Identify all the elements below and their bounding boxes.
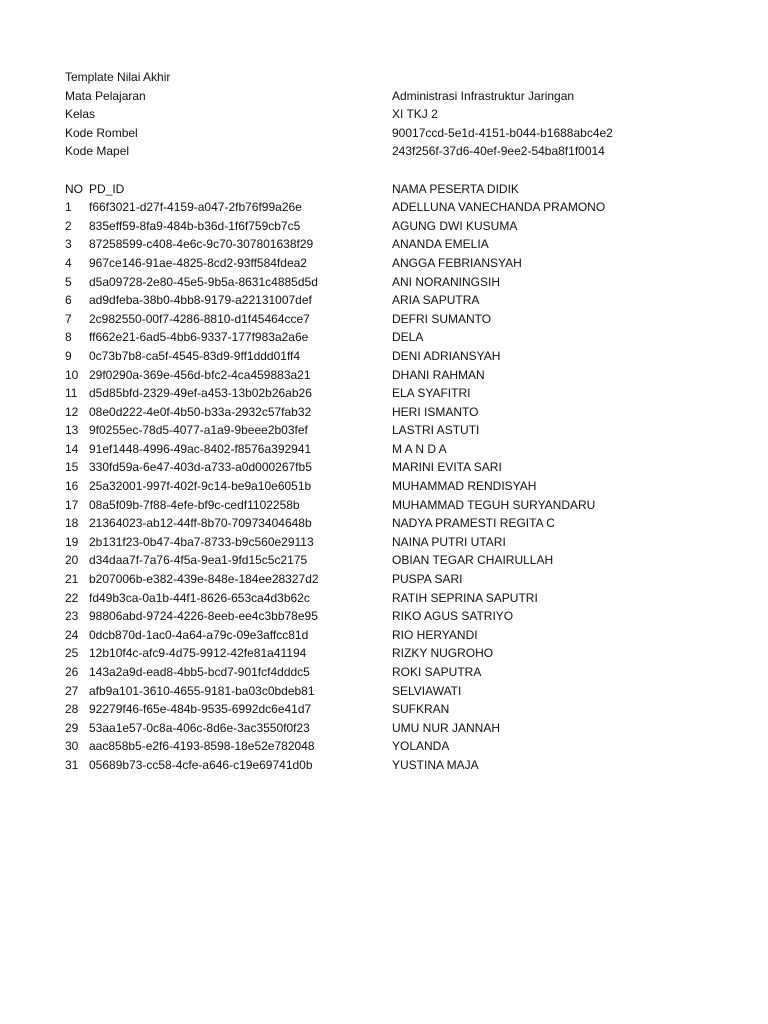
field-value: 90017ccd-5e1d-4151-b044-b1688abc4e2	[392, 125, 613, 140]
table-row	[0, 496, 768, 515]
row-number: 29	[65, 720, 79, 735]
student-name-cell: ARIA SAPUTRA	[392, 293, 480, 308]
pd-id-cell: f66f3021-d27f-4159-a047-2fb76f99a26e	[89, 200, 302, 215]
student-name-cell: NADYA PRAMESTI REGITA C	[392, 516, 555, 531]
pd-id-cell: 12b10f4c-afc9-4d75-9912-42fe81a41194	[89, 646, 307, 661]
table-row	[0, 384, 768, 403]
student-name-cell: MUHAMMAD TEGUH SURYANDARU	[392, 497, 596, 512]
table-row	[0, 217, 768, 236]
pd-id-cell: fd49b3ca-0a1b-44f1-8626-653ca4d3b62c	[89, 590, 310, 605]
student-name-cell: RATIH SEPRINA SAPUTRI	[392, 590, 538, 605]
row-number: 22	[65, 590, 79, 605]
field-label: Kode Mapel	[65, 144, 130, 159]
row-number: 28	[65, 702, 79, 717]
table-row	[0, 291, 768, 310]
pd-id-cell: d34daa7f-7a76-4f5a-9ea1-9fd15c5c2175	[89, 553, 308, 568]
table-row	[0, 533, 768, 552]
table-row	[0, 273, 768, 292]
pd-id-cell: 98806abd-9724-4226-8eeb-ee4c3bb78e95	[89, 609, 318, 624]
student-name-cell: AGUNG DWI KUSUMA	[392, 218, 518, 233]
column-header-pd-id: PD_ID	[89, 181, 125, 196]
student-name-cell: SUFKRAN	[392, 702, 450, 717]
table-row	[0, 458, 768, 477]
blank-row	[0, 161, 768, 180]
column-header-no: NO	[65, 181, 83, 196]
field-label: Kode Rombel	[65, 125, 138, 140]
table-row	[0, 570, 768, 589]
table-row	[0, 756, 768, 775]
pd-id-cell: aac858b5-e2f6-4193-8598-18e52e782048	[89, 739, 315, 754]
pd-id-cell: b207006b-e382-439e-848e-184ee28327d2	[89, 572, 319, 587]
student-name-cell: YUSTINA MAJA	[392, 757, 479, 772]
row-number: 20	[65, 553, 79, 568]
pd-id-cell: d5d85bfd-2329-49ef-a453-13b02b26ab26	[89, 386, 312, 401]
row-number: 21	[65, 572, 79, 587]
row-number: 30	[65, 739, 79, 754]
row-number: 8	[65, 330, 72, 345]
pd-id-cell: 9f0255ec-78d5-4077-a1a9-9beee2b03fef	[89, 423, 308, 438]
row-number: 19	[65, 534, 79, 549]
pd-id-cell: ad9dfeba-38b0-4bb8-9179-a22131007def	[89, 293, 312, 308]
row-number: 14	[65, 441, 79, 456]
pd-id-cell: 330fd59a-6e47-403d-a733-a0d000267fb5	[89, 460, 312, 475]
header-fields	[0, 87, 768, 161]
field-value: Administrasi Infrastruktur Jaringan	[392, 88, 575, 103]
row-number: 12	[65, 404, 79, 419]
header-field-row	[0, 142, 768, 161]
row-number: 3	[65, 237, 72, 252]
table-row	[0, 737, 768, 756]
pd-id-cell: afb9a101-3610-4655-9181-ba03c0bdeb81	[89, 683, 315, 698]
pd-id-cell: 29f0290a-369e-456d-bfc2-4ca459883a21	[89, 367, 311, 382]
row-number: 2	[65, 218, 72, 233]
pd-id-cell: 0c73b7b8-ca5f-4545-83d9-9ff1ddd01ff4	[89, 348, 301, 363]
student-name-cell: LASTRI ASTUTI	[392, 423, 480, 438]
table-row	[0, 626, 768, 645]
table-row	[0, 589, 768, 608]
student-name-cell: UMU NUR JANNAH	[392, 720, 500, 735]
table-row	[0, 440, 768, 459]
student-name-cell: OBIAN TEGAR CHAIRULLAH	[392, 553, 554, 568]
pd-id-cell: 21364023-ab12-44ff-8b70-70973404648b	[89, 516, 312, 531]
row-number: 9	[65, 348, 72, 363]
pd-id-cell: ff662e21-6ad5-4bb6-9337-177f983a2a6e	[89, 330, 309, 345]
student-name-cell: PUSPA SARI	[392, 572, 463, 587]
table-row	[0, 366, 768, 385]
row-number: 5	[65, 274, 72, 289]
student-name-cell: DEFRI SUMANTO	[392, 311, 492, 326]
row-number: 7	[65, 311, 72, 326]
table-row	[0, 347, 768, 366]
student-name-cell: RIKO AGUS SATRIYO	[392, 609, 514, 624]
table-row	[0, 663, 768, 682]
header-field-row	[0, 105, 768, 124]
field-label: Mata Pelajaran	[65, 88, 146, 103]
table-row	[0, 719, 768, 738]
row-number: 23	[65, 609, 79, 624]
student-name-cell: MARINI EVITA SARI	[392, 460, 502, 475]
table-header-row	[0, 180, 768, 199]
table-row	[0, 328, 768, 347]
table-row	[0, 514, 768, 533]
row-number: 27	[65, 683, 79, 698]
template-title-row	[0, 68, 768, 87]
row-number: 13	[65, 423, 79, 438]
header-field-row	[0, 87, 768, 106]
table-row	[0, 607, 768, 626]
row-number: 18	[65, 516, 79, 531]
pd-id-cell: 08e0d222-4e0f-4b50-b33a-2932c57fab32	[89, 404, 312, 419]
row-number: 26	[65, 665, 79, 679]
pd-id-cell: 91ef1448-4996-49ac-8402-f8576a392941	[89, 441, 312, 456]
table-row	[0, 682, 768, 701]
student-name-cell: M A N D A	[392, 441, 447, 456]
pd-id-cell: 08a5f09b-7f88-4efe-bf9c-cedf1102258b	[89, 497, 300, 512]
row-number: 6	[65, 293, 72, 308]
column-header-name: NAMA PESERTA DIDIK	[392, 181, 519, 196]
pd-id-cell: 53aa1e57-0c8a-406c-8d6e-3ac3550f0f23	[89, 720, 310, 735]
student-name-cell: DHANI RAHMAN	[392, 367, 485, 382]
row-number: 17	[65, 497, 79, 512]
table-row	[0, 700, 768, 719]
row-number: 10	[65, 367, 79, 382]
row-number: 4	[65, 255, 72, 270]
student-name-cell: ROKI SAPUTRA	[392, 665, 482, 679]
student-name-cell: YOLANDA	[392, 739, 450, 754]
pd-id-cell: d5a09728-2e80-45e5-9b5a-8631c4885d5d	[89, 274, 318, 289]
table-row	[0, 198, 768, 217]
header-field-row	[0, 124, 768, 143]
row-number: 1	[65, 200, 72, 215]
row-number: 11	[65, 386, 78, 401]
row-number: 25	[65, 646, 79, 661]
template-title: Template Nilai Akhir	[65, 70, 171, 84]
pd-id-cell: 2b131f23-0b47-4ba7-8733-b9c560e29113	[89, 534, 314, 549]
pd-id-cell: 25a32001-997f-402f-9c14-be9a10e6051b	[89, 479, 312, 494]
field-label: Kelas	[65, 107, 96, 122]
student-name-cell: RIZKY NUGROHO	[392, 646, 494, 661]
student-name-cell: ADELLUNA VANECHANDA PRAMONO	[392, 200, 606, 215]
student-name-cell: ANGGA FEBRIANSYAH	[392, 255, 522, 270]
table-row	[0, 235, 768, 254]
student-name-cell: DELA	[392, 330, 424, 345]
student-name-cell: ANANDA EMELIA	[392, 237, 489, 252]
table-row	[0, 421, 768, 440]
student-name-cell: ELA SYAFITRI	[392, 386, 471, 401]
pd-id-cell: 0dcb870d-1ac0-4a64-a79c-09e3affcc81d	[89, 627, 309, 642]
pd-id-cell: 835eff59-8fa9-484b-b36d-1f6f759cb7c5	[89, 218, 301, 233]
pd-id-cell: 87258599-c408-4e6c-9c70-307801638f29	[89, 237, 314, 252]
table-row	[0, 477, 768, 496]
student-name-cell: ANI NORANINGSIH	[392, 274, 501, 289]
table-row	[0, 310, 768, 329]
row-number: 24	[65, 627, 79, 642]
field-value: 243f256f-37d6-40ef-9ee2-54ba8f1f0014	[392, 144, 605, 159]
student-name-cell: DENI ADRIANSYAH	[392, 348, 501, 363]
row-number: 16	[65, 479, 79, 494]
table-row	[0, 644, 768, 663]
spreadsheet-sheet	[0, 68, 768, 775]
student-name-cell: NAINA PUTRI UTARI	[392, 534, 506, 549]
student-name-cell: SELVIAWATI	[392, 683, 462, 698]
table-row	[0, 551, 768, 570]
pd-id-cell: 92279f46-f65e-484b-9535-6992dc6e41d7	[89, 702, 312, 717]
pd-id-cell: 967ce146-91ae-4825-8cd2-93ff584fdea2	[89, 255, 307, 270]
pd-id-cell: 05689b73-cc58-4cfe-a646-c19e69741d0b	[89, 757, 313, 772]
student-name-cell: RIO HERYANDI	[392, 627, 478, 642]
table-row	[0, 254, 768, 273]
field-value: XI TKJ 2	[392, 107, 438, 122]
pd-id-cell: 143a2a9d-ead8-4bb5-bcd7-901fcf4dddc5	[89, 665, 310, 679]
row-number: 15	[65, 460, 79, 475]
student-name-cell: HERI ISMANTO	[392, 404, 479, 419]
row-number: 31	[65, 757, 79, 772]
table-row	[0, 403, 768, 422]
student-table-body	[0, 198, 768, 774]
pd-id-cell: 2c982550-00f7-4286-8810-d1f45464cce7	[89, 311, 310, 326]
student-name-cell: MUHAMMAD RENDISYAH	[392, 479, 537, 494]
